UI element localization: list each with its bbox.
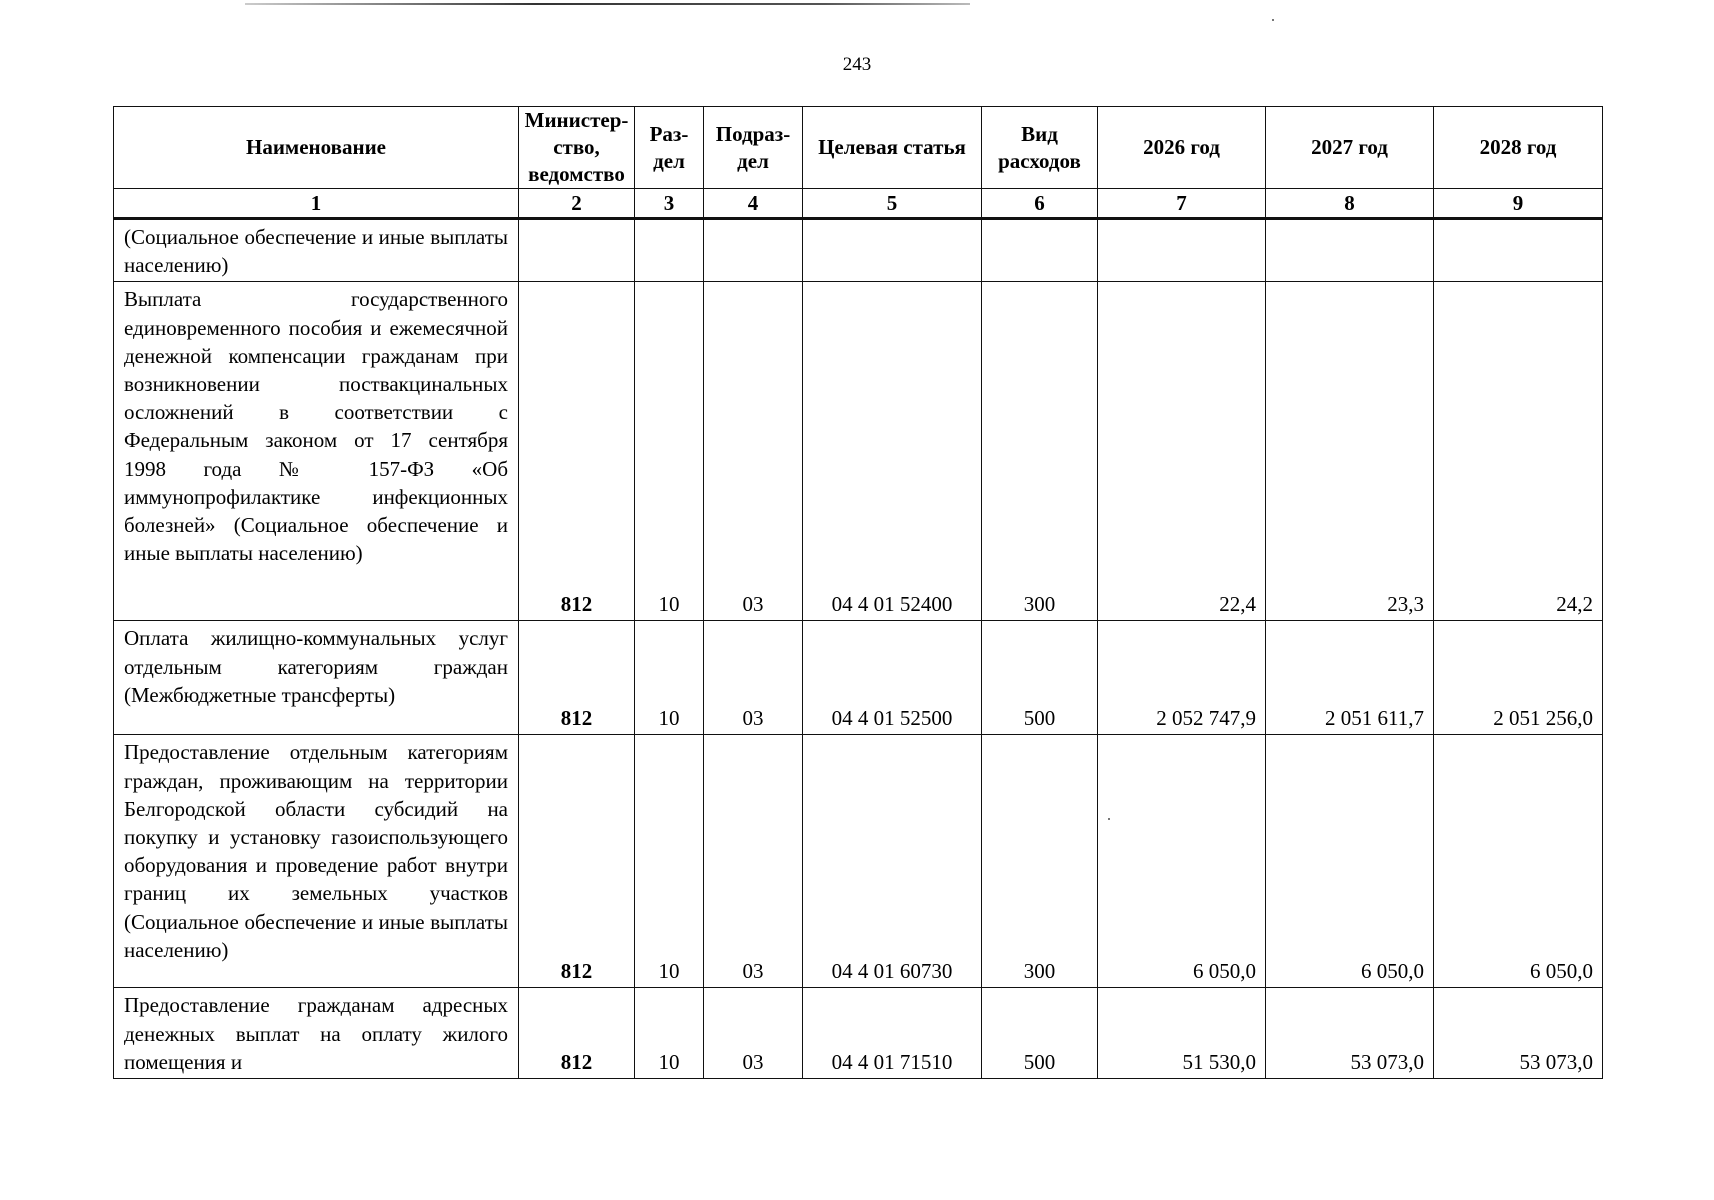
row-2028: 6 050,0 [1434, 735, 1603, 988]
row-target: 04 4 01 52400 [803, 282, 982, 621]
row-section: 10 [635, 621, 704, 735]
row-expense-type: 500 [982, 988, 1098, 1079]
row-2026: 22,4 [1098, 282, 1266, 621]
row-2027: 53 073,0 [1266, 988, 1434, 1079]
table-row [114, 735, 1603, 988]
row-2026: 2 052 747,9 [1098, 621, 1266, 735]
row-section: 10 [635, 735, 704, 988]
column-number: 3 [635, 189, 704, 219]
row-ministry: 812 [519, 282, 635, 621]
row-name: Выплата государственного единовременного пособия и ежемесячной денежной компенсации гражданам при возникновении поствакцинальных осложнений в соответствии с Федеральным законом от 17 сентября 1998 года № 157-ФЗ «Об иммунопрофилактике инфекционных болезней» (Социальное обеспечение и иные выплаты населению) [114, 282, 519, 621]
row-expense-type: 300 [982, 735, 1098, 988]
column-number: 5 [803, 189, 982, 219]
scan-speck [1272, 19, 1274, 21]
header-target: Целевая статья [803, 107, 982, 189]
row-section: 10 [635, 282, 704, 621]
column-number: 7 [1098, 189, 1266, 219]
row-2028: 53 073,0 [1434, 988, 1603, 1079]
column-number: 8 [1266, 189, 1434, 219]
row-2027: 2 051 611,7 [1266, 621, 1434, 735]
row-ministry: 812 [519, 988, 635, 1079]
row-section [635, 219, 704, 282]
row-2028: 24,2 [1434, 282, 1603, 621]
row-ministry: 812 [519, 735, 635, 988]
header-name: Наименование [114, 107, 519, 189]
row-2026 [1098, 219, 1266, 282]
header-2027: 2027 год [1266, 107, 1434, 189]
header-row [114, 107, 1603, 189]
row-2027: 23,3 [1266, 282, 1434, 621]
row-2027 [1266, 219, 1434, 282]
row-name: (Социальное обеспечение и иные выплаты населению) [114, 219, 519, 282]
row-2028 [1434, 219, 1603, 282]
row-section: 10 [635, 988, 704, 1079]
row-expense-type [982, 219, 1098, 282]
table-row [114, 219, 1603, 282]
header-subsection: Подраз-дел [704, 107, 803, 189]
row-2026: 6 050,0 [1098, 735, 1266, 988]
column-number: 1 [114, 189, 519, 219]
column-number: 9 [1434, 189, 1603, 219]
header-expense-type: Вид расходов [982, 107, 1098, 189]
row-2028: 2 051 256,0 [1434, 621, 1603, 735]
row-2027: 6 050,0 [1266, 735, 1434, 988]
row-ministry: 812 [519, 621, 635, 735]
row-target: 04 4 01 60730 [803, 735, 982, 988]
header-ministry: Министер-ство, ведомство [519, 107, 635, 189]
table-row [114, 621, 1603, 735]
table-row [114, 988, 1603, 1079]
header-2028: 2028 год [1434, 107, 1603, 189]
row-expense-type: 300 [982, 282, 1098, 621]
row-name: Предоставление гражданам адресных денежных выплат на оплату жилого помещения и [114, 988, 519, 1079]
header-section: Раз-дел [635, 107, 704, 189]
column-number: 4 [704, 189, 803, 219]
row-subsection [704, 219, 803, 282]
budget-table [113, 106, 1603, 1079]
row-subsection: 03 [704, 988, 803, 1079]
row-name: Предоставление отдельным категориям граждан, проживающим на территории Белгородской области субсидий на покупку и установку газоиспользующего оборудования и проведение работ внутри границ их земельных участков (Социальное обеспечение и иные выплаты населению) [114, 735, 519, 988]
column-number: 6 [982, 189, 1098, 219]
row-subsection: 03 [704, 735, 803, 988]
table-row [114, 282, 1603, 621]
row-subsection: 03 [704, 621, 803, 735]
header-2026: 2026 год [1098, 107, 1266, 189]
row-target [803, 219, 982, 282]
scan-edge-line [245, 3, 970, 5]
row-name: Оплата жилищно-коммунальных услуг отдельным категориям граждан (Межбюджетные трансферты) [114, 621, 519, 735]
row-expense-type: 500 [982, 621, 1098, 735]
row-2026: 51 530,0 [1098, 988, 1266, 1079]
row-ministry [519, 219, 635, 282]
column-number-row [114, 189, 1603, 219]
column-number: 2 [519, 189, 635, 219]
row-target: 04 4 01 52500 [803, 621, 982, 735]
page-number: 243 [842, 54, 872, 75]
row-target: 04 4 01 71510 [803, 988, 982, 1079]
row-subsection: 03 [704, 282, 803, 621]
